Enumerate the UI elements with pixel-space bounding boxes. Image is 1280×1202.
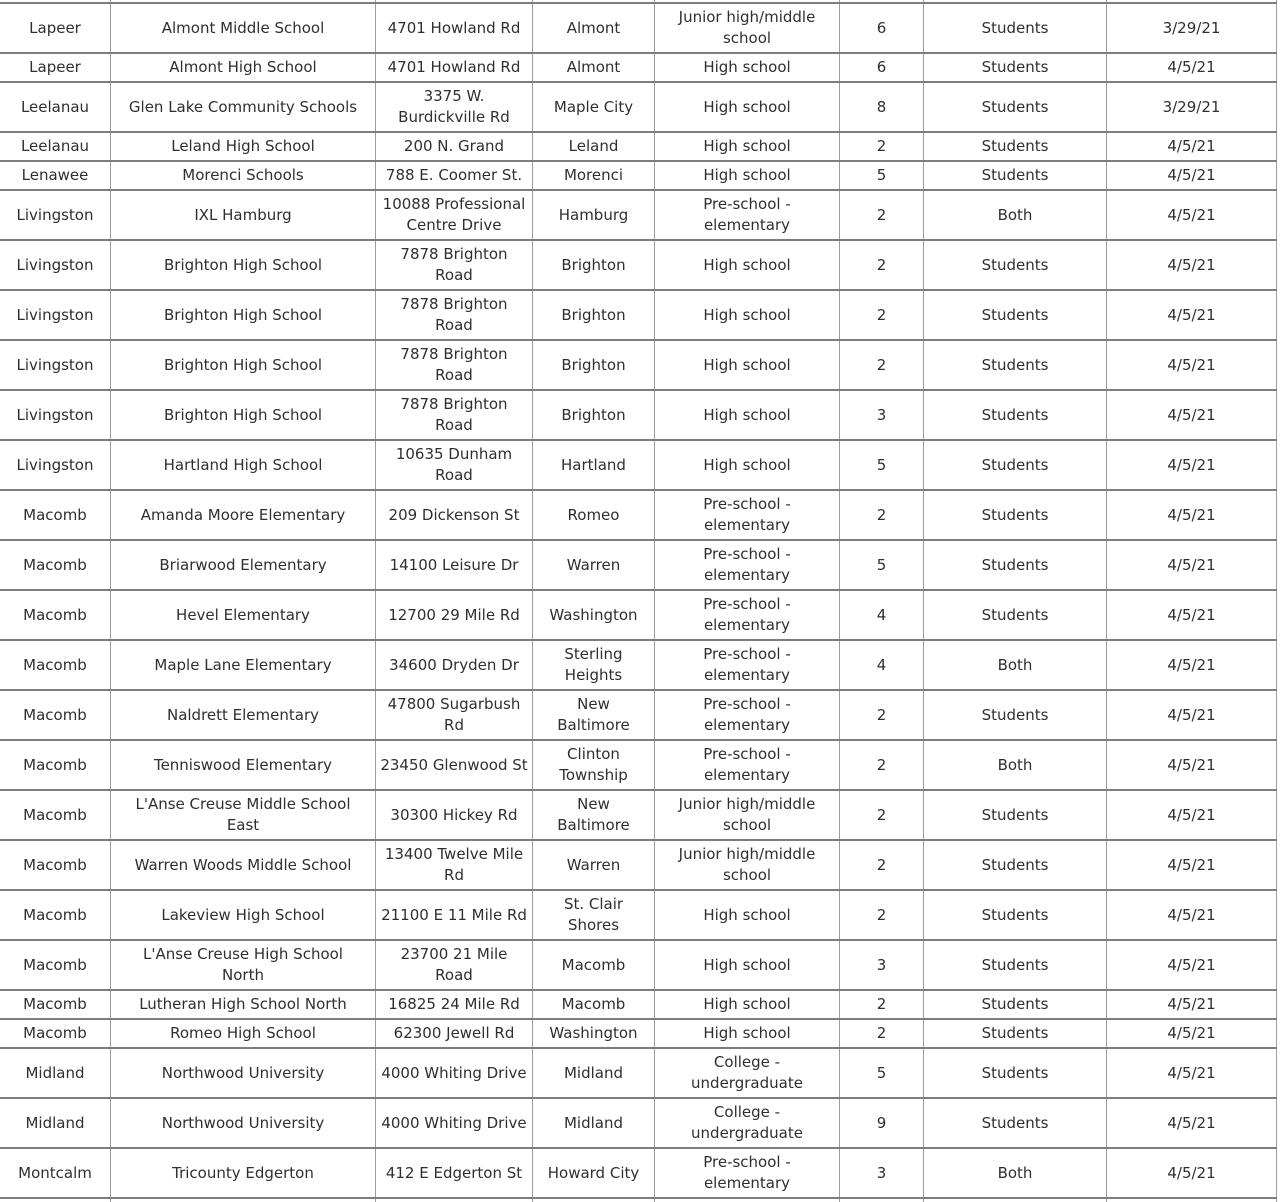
cell-affected: Both <box>924 190 1107 240</box>
cell-affected: Students <box>924 1098 1107 1148</box>
cell-school: IXL Hamburg <box>111 190 376 240</box>
cell-county: Macomb <box>0 940 111 990</box>
cell-city: Sterling Heights <box>533 640 655 690</box>
cell-city: Midland <box>533 1098 655 1148</box>
cell-school: Naldrett Elementary <box>111 690 376 740</box>
cell-school-type: High school <box>655 390 840 440</box>
cell-school-type: Pre-school - elementary <box>655 190 840 240</box>
cell-date: 4/5/21 <box>1107 540 1277 590</box>
cell-case-count: 2 <box>840 890 924 940</box>
cell-county: Midland <box>0 1098 111 1148</box>
cell-address: 412 E Edgerton St <box>376 1148 533 1198</box>
cell-school: Amanda Moore Elementary <box>111 490 376 540</box>
cell-case-count: 4 <box>840 640 924 690</box>
table-row <box>0 740 1277 790</box>
cell-case-count: 2 <box>840 240 924 290</box>
cell-address: 12700 29 Mile Rd <box>376 590 533 640</box>
cell-school-type: Junior high/middle school <box>655 840 840 890</box>
cell-city: St. Clair Shores <box>533 890 655 940</box>
table-row <box>0 190 1277 240</box>
cell-county: Macomb <box>0 690 111 740</box>
cell-school-type: High school <box>655 82 840 132</box>
cell-affected: Students <box>924 540 1107 590</box>
cell-affected: Students <box>924 890 1107 940</box>
cell-city: Washington <box>533 1019 655 1048</box>
cell-city: Brighton <box>533 240 655 290</box>
cell-city: Maple City <box>533 82 655 132</box>
cell-case-count: 8 <box>840 82 924 132</box>
cell-case-count: 6 <box>840 53 924 82</box>
cell-affected: Students <box>924 132 1107 161</box>
cell-county: Macomb <box>0 990 111 1019</box>
cell-school <box>111 1198 376 1202</box>
cell-case-count: 3 <box>840 1148 924 1198</box>
cell-school: Lutheran High School North <box>111 990 376 1019</box>
cell-city: Leland <box>533 132 655 161</box>
cell-city: Brighton <box>533 340 655 390</box>
cell-county: Livingston <box>0 390 111 440</box>
cell-address: 16825 24 Mile Rd <box>376 990 533 1019</box>
cell-county: Midland <box>0 1048 111 1098</box>
cell-county: Lapeer <box>0 53 111 82</box>
cell-city: Warren <box>533 840 655 890</box>
table-row <box>0 1148 1277 1198</box>
cell-address: 7878 Brighton Road <box>376 290 533 340</box>
cell-school: Brighton High School <box>111 290 376 340</box>
cell-school: Almont Middle School <box>111 3 376 53</box>
cell-address: 10088 Professional Centre Drive <box>376 190 533 240</box>
cell-city: Romeo <box>533 490 655 540</box>
cell-school: Brighton High School <box>111 240 376 290</box>
cell-address: 21100 E 11 Mile Rd <box>376 890 533 940</box>
cell-school-type: College - undergraduate <box>655 1048 840 1098</box>
cell-case-count: 5 <box>840 440 924 490</box>
cell-county: Livingston <box>0 290 111 340</box>
cell-city: Howard City <box>533 1148 655 1198</box>
cell-city: Hamburg <box>533 190 655 240</box>
cell-affected: Students <box>924 240 1107 290</box>
cell-school-type: Pre-school - elementary <box>655 540 840 590</box>
cell-county: Leelanau <box>0 132 111 161</box>
cell-affected: Students <box>924 82 1107 132</box>
table-row <box>0 590 1277 640</box>
cell-school-type: High school <box>655 240 840 290</box>
cell-address: 788 E. Coomer St. <box>376 161 533 190</box>
cell-case-count: 2 <box>840 740 924 790</box>
cell-school: Hevel Elementary <box>111 590 376 640</box>
cell-county <box>0 1198 111 1202</box>
cell-city: New Baltimore <box>533 790 655 840</box>
cell-affected: Students <box>924 940 1107 990</box>
cell-case-count: 5 <box>840 540 924 590</box>
cell-date: 4/5/21 <box>1107 340 1277 390</box>
cell-school: Almont High School <box>111 53 376 82</box>
cell-affected: Students <box>924 290 1107 340</box>
cell-county: Livingston <box>0 440 111 490</box>
cell-affected: Students <box>924 161 1107 190</box>
cell-school-type: Pre-school - elementary <box>655 490 840 540</box>
cell-county: Macomb <box>0 740 111 790</box>
cell-date: 4/5/21 <box>1107 890 1277 940</box>
cell-case-count: 9 <box>840 1098 924 1148</box>
cell-county: Macomb <box>0 590 111 640</box>
cell-affected: Students <box>924 53 1107 82</box>
cell-case-count: 2 <box>840 840 924 890</box>
cell-school-type: Junior high/middle school <box>655 3 840 53</box>
cell-date: 4/5/21 <box>1107 1019 1277 1048</box>
cell-date: 4/5/21 <box>1107 790 1277 840</box>
cell-case-count: 2 <box>840 290 924 340</box>
cell-address: 10635 Dunham Road <box>376 440 533 490</box>
cell-date: 4/5/21 <box>1107 990 1277 1019</box>
table-row <box>0 540 1277 590</box>
cell-affected: Both <box>924 740 1107 790</box>
cell-city: Midland <box>533 1048 655 1098</box>
cell-county: Livingston <box>0 340 111 390</box>
cell-county: Livingston <box>0 240 111 290</box>
cell-case-count: 3 <box>840 940 924 990</box>
cell-city: Morenci <box>533 161 655 190</box>
table-row <box>0 53 1277 82</box>
cell-school-type: High school <box>655 890 840 940</box>
cell-affected: Students <box>924 1048 1107 1098</box>
cell-city: Warren <box>533 540 655 590</box>
cell-county: Livingston <box>0 190 111 240</box>
cell-affected: Both <box>924 640 1107 690</box>
cell-school: Tenniswood Elementary <box>111 740 376 790</box>
cell-address: 47800 Sugarbush Rd <box>376 690 533 740</box>
cell-city: Brighton <box>533 290 655 340</box>
cell-affected <box>924 1198 1107 1202</box>
cell-date: 4/5/21 <box>1107 390 1277 440</box>
cell-school: L'Anse Creuse Middle School East <box>111 790 376 840</box>
cell-address: 3375 W. Burdickville Rd <box>376 82 533 132</box>
cell-city: Almont <box>533 3 655 53</box>
cell-case-count: 4 <box>840 590 924 640</box>
cell-address: 23450 Glenwood St <box>376 740 533 790</box>
cell-case-count: 6 <box>840 3 924 53</box>
cell-affected: Both <box>924 1148 1107 1198</box>
table-row <box>0 690 1277 740</box>
cell-city: Washington <box>533 590 655 640</box>
cell-school: Hartland High School <box>111 440 376 490</box>
table-row <box>0 990 1277 1019</box>
table-row <box>0 940 1277 990</box>
cell-case-count: 5 <box>840 161 924 190</box>
cell-date: 3/29/21 <box>1107 3 1277 53</box>
cell-school-type: High school <box>655 990 840 1019</box>
cell-case-count: 2 <box>840 990 924 1019</box>
table-row <box>0 132 1277 161</box>
cell-county: Macomb <box>0 540 111 590</box>
table-row <box>0 3 1277 53</box>
cell-address: 4000 Whiting Drive <box>376 1098 533 1148</box>
cell-date: 4/5/21 <box>1107 740 1277 790</box>
cell-affected: Students <box>924 690 1107 740</box>
table-row <box>0 1098 1277 1148</box>
cell-date: 4/5/21 <box>1107 240 1277 290</box>
cell-city: Brighton <box>533 390 655 440</box>
cell-address: 209 Dickenson St <box>376 490 533 540</box>
table-row <box>0 82 1277 132</box>
table-row <box>0 1019 1277 1048</box>
cell-affected: Students <box>924 790 1107 840</box>
cell-school-type: Pre-school - elementary <box>655 1148 840 1198</box>
table-row <box>0 290 1277 340</box>
cell-case-count: 2 <box>840 1019 924 1048</box>
cell-city: Clinton Township <box>533 740 655 790</box>
cell-school-type: High school <box>655 132 840 161</box>
cell-address: 4000 Whiting Drive <box>376 1048 533 1098</box>
cell-school: Leland High School <box>111 132 376 161</box>
cell-date: 4/5/21 <box>1107 940 1277 990</box>
cell-date: 3/29/21 <box>1107 82 1277 132</box>
cell-address: 14100 Leisure Dr <box>376 540 533 590</box>
cell-address: 13400 Twelve Mile Rd <box>376 840 533 890</box>
cell-affected: Students <box>924 490 1107 540</box>
cell-date: 4/5/21 <box>1107 190 1277 240</box>
cell-school: Warren Woods Middle School <box>111 840 376 890</box>
cell-school-type: High school <box>655 1019 840 1048</box>
cell-school-type: High school <box>655 440 840 490</box>
cell-date: 4/5/21 <box>1107 640 1277 690</box>
cell-city: Almont <box>533 53 655 82</box>
cell-case-count: 5 <box>840 1048 924 1098</box>
table-row <box>0 890 1277 940</box>
cell-case-count: 2 <box>840 490 924 540</box>
cell-school-type: Pre-school - elementary <box>655 590 840 640</box>
cell-affected: Students <box>924 990 1107 1019</box>
cell-address: 23700 21 Mile Road <box>376 940 533 990</box>
cell-county: Leelanau <box>0 82 111 132</box>
cell-case-count: 2 <box>840 790 924 840</box>
cell-county: Macomb <box>0 790 111 840</box>
cell-school-type: High school <box>655 340 840 390</box>
cell-date: 4/5/21 <box>1107 161 1277 190</box>
cell-date: 4/5/21 <box>1107 1098 1277 1148</box>
table-row <box>0 790 1277 840</box>
cell-address: 30300 Hickey Rd <box>376 790 533 840</box>
cell-school: Lakeview High School <box>111 890 376 940</box>
cell-city: Macomb <box>533 990 655 1019</box>
cell-school: Glen Lake Community Schools <box>111 82 376 132</box>
cell-affected: Students <box>924 590 1107 640</box>
cell-school-type: High school <box>655 940 840 990</box>
cell-city: New Baltimore <box>533 690 655 740</box>
cell-school: Northwood University <box>111 1098 376 1148</box>
cell-school-type: High school <box>655 290 840 340</box>
cell-school: Brighton High School <box>111 390 376 440</box>
cell-school: Briarwood Elementary <box>111 540 376 590</box>
cell-address: 7878 Brighton Road <box>376 340 533 390</box>
cell-school-type: College - undergraduate <box>655 1098 840 1148</box>
cell-school: Northwood University <box>111 1048 376 1098</box>
table-row <box>0 240 1277 290</box>
cell-school: L'Anse Creuse High School North <box>111 940 376 990</box>
cell-county: Macomb <box>0 640 111 690</box>
cell-city: Macomb <box>533 940 655 990</box>
cell-affected: Students <box>924 3 1107 53</box>
cell-school: Morenci Schools <box>111 161 376 190</box>
cell-affected: Students <box>924 1019 1107 1048</box>
table-row <box>0 440 1277 490</box>
cell-case-count: 2 <box>840 132 924 161</box>
cell-address: 4701 Howland Rd <box>376 3 533 53</box>
cell-city: Hartland <box>533 440 655 490</box>
cell-address: 62300 Jewell Rd <box>376 1019 533 1048</box>
cell-case-count: 2 <box>840 190 924 240</box>
cell-school-type: Pre-school - elementary <box>655 640 840 690</box>
cell-county: Lenawee <box>0 161 111 190</box>
cell-date: 4/5/21 <box>1107 690 1277 740</box>
table-row <box>0 161 1277 190</box>
cell-affected: Students <box>924 840 1107 890</box>
cell-school: Tricounty Edgerton <box>111 1148 376 1198</box>
cell-address: 34600 Dryden Dr <box>376 640 533 690</box>
cell-affected: Students <box>924 340 1107 390</box>
cell-county: Lapeer <box>0 3 111 53</box>
cell-date: 4/5/21 <box>1107 290 1277 340</box>
cell-county: Macomb <box>0 840 111 890</box>
cell-date: 4/5/21 <box>1107 840 1277 890</box>
cell-county: Macomb <box>0 1019 111 1048</box>
cell-school-type: Junior high/middle school <box>655 790 840 840</box>
cell-school-type <box>655 1198 840 1202</box>
cell-school: Romeo High School <box>111 1019 376 1048</box>
cell-date: 4/5/21 <box>1107 1048 1277 1098</box>
cell-school-type: Pre-school - elementary <box>655 690 840 740</box>
cell-address: 7878 Brighton Road <box>376 390 533 440</box>
cell-address: 200 N. Grand <box>376 132 533 161</box>
cell-city <box>533 1198 655 1202</box>
table-row-clipped-bottom <box>0 1198 1277 1202</box>
cell-affected: Students <box>924 440 1107 490</box>
table-row <box>0 390 1277 440</box>
cell-date: 4/5/21 <box>1107 53 1277 82</box>
cell-date: 4/5/21 <box>1107 590 1277 640</box>
cell-school-type: High school <box>655 53 840 82</box>
cell-case-count: 2 <box>840 340 924 390</box>
cell-address <box>376 1198 533 1202</box>
cell-case-count: 2 <box>840 690 924 740</box>
table-row <box>0 1048 1277 1098</box>
table-row <box>0 340 1277 390</box>
cell-school: Brighton High School <box>111 340 376 390</box>
cell-address: 4701 Howland Rd <box>376 53 533 82</box>
cell-case-count <box>840 1198 924 1202</box>
table-row <box>0 640 1277 690</box>
cell-date <box>1107 1198 1277 1202</box>
cell-school-type: Pre-school - elementary <box>655 740 840 790</box>
cell-county: Macomb <box>0 890 111 940</box>
cell-school: Maple Lane Elementary <box>111 640 376 690</box>
cell-case-count: 3 <box>840 390 924 440</box>
cell-address: 7878 Brighton Road <box>376 240 533 290</box>
cell-date: 4/5/21 <box>1107 490 1277 540</box>
cell-county: Macomb <box>0 490 111 540</box>
cell-school-type: High school <box>655 161 840 190</box>
cell-county: Montcalm <box>0 1148 111 1198</box>
table-row <box>0 840 1277 890</box>
cell-date: 4/5/21 <box>1107 132 1277 161</box>
table-row <box>0 490 1277 540</box>
cell-date: 4/5/21 <box>1107 440 1277 490</box>
cell-date: 4/5/21 <box>1107 1148 1277 1198</box>
cell-affected: Students <box>924 390 1107 440</box>
